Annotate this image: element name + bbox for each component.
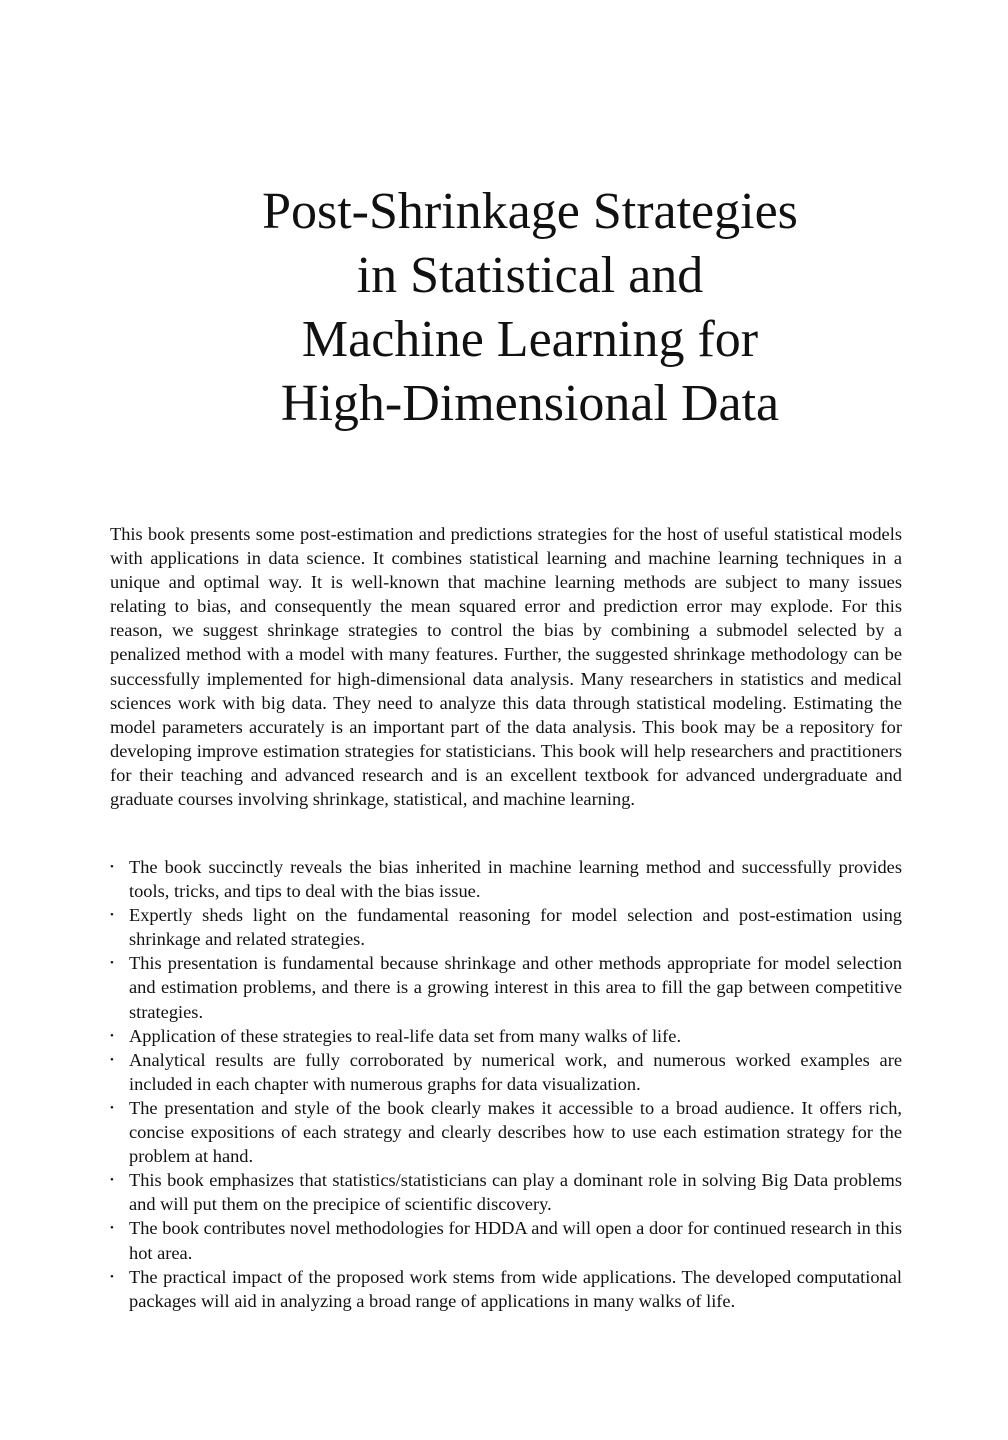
book-description: This book presents some post-estimation and predictions strategies for the host of useful statistical models with applications in data science. It combines statistical learning and machine learning techniques in a unique and optimal way. It is well-known that machine learning methods are subject to many issues relating to bias, and consequently the mean squared error and prediction error may explode. For this reason, we suggest shrinkage strategies to control the bias by combining a submodel selected by a penalized method with a model with many features. Further, the suggested shrinkage methodology can be successfully implemented for high-dimensional data analysis. Many researchers in statistics and medical sciences work with big data. They need to analyze this data through statistical modeling. Estimating the model parameters accurately is an important part of the data analysis. This book may be a repository for developing improve estimation strategies for statisticians. This book will help researchers and practitioners for their teaching and advanced research and is an excellent textbook for advanced undergraduate and graduate courses involving shrinkage, statistical, and machine learning. — [110, 524, 902, 810]
feature-item-9 — [110, 1265, 902, 1313]
title-line-3: Machine Learning for — [301, 311, 759, 368]
title-line-1: Post-Shrinkage Strategies — [262, 183, 798, 240]
feature-item-5 — [110, 1048, 902, 1096]
bullet-icon: • — [110, 909, 114, 922]
feature-item-4 — [110, 1024, 902, 1048]
bullet-icon: • — [110, 1222, 114, 1235]
feature-text: Expertly sheds light on the fundamental reasoning for model selection and post-estimation using shrinkage and related strategies. — [129, 905, 902, 950]
feature-text: This book emphasizes that statistics/statisticians can play a dominant role in solving Big Data problems and will put them on the precipice of scientific discovery. — [129, 1170, 902, 1215]
bullet-icon: • — [110, 1174, 114, 1187]
feature-text: The book succinctly reveals the bias inherited in machine learning method and successfully provides tools, tricks, and tips to deal with the bias issue. — [129, 857, 902, 902]
book-title — [110, 180, 950, 436]
feature-item-7 — [110, 1168, 902, 1216]
title-line-4: High-Dimensional Data — [280, 375, 780, 432]
bullet-icon: • — [110, 1270, 114, 1283]
feature-item-3 — [110, 951, 902, 1023]
feature-item-8 — [110, 1216, 902, 1264]
feature-text: The practical impact of the proposed work stems from wide applications. The developed computational packages will aid in analyzing a broad range of applications in many walks of life. — [129, 1266, 902, 1311]
feature-text: The book contributes novel methodologies for HDDA and will open a door for continued research in this hot area. — [129, 1218, 902, 1263]
bullet-icon: • — [110, 957, 114, 970]
feature-text: Analytical results are fully corroborated by numerical work, and numerous worked examples are included in each chapter with numerous graphs for data visualization. — [129, 1049, 902, 1094]
feature-item-2 — [110, 903, 902, 951]
feature-text: Application of these strategies to real-life data set from many walks of life. — [129, 1025, 682, 1046]
feature-text: The presentation and style of the book clearly makes it accessible to a broad audience. It offers rich, concise expositions of each strategy and clearly describes how to use each estimation strategy for the problem at hand. — [129, 1097, 902, 1167]
bullet-icon: • — [110, 861, 114, 873]
feature-item-6 — [110, 1096, 902, 1168]
feature-list — [110, 855, 902, 1313]
feature-text: This presentation is fundamental because shrinkage and other methods appropriate for model selection and estimation problems, and there is a growing interest in this area to fill the gap between competitive strategies. — [129, 953, 902, 1022]
bullet-icon: • — [110, 1029, 114, 1042]
title-line-2: in Statistical and — [356, 247, 704, 304]
bullet-icon: • — [110, 1053, 114, 1066]
bullet-icon: • — [110, 1101, 114, 1114]
feature-item-1 — [110, 855, 902, 903]
